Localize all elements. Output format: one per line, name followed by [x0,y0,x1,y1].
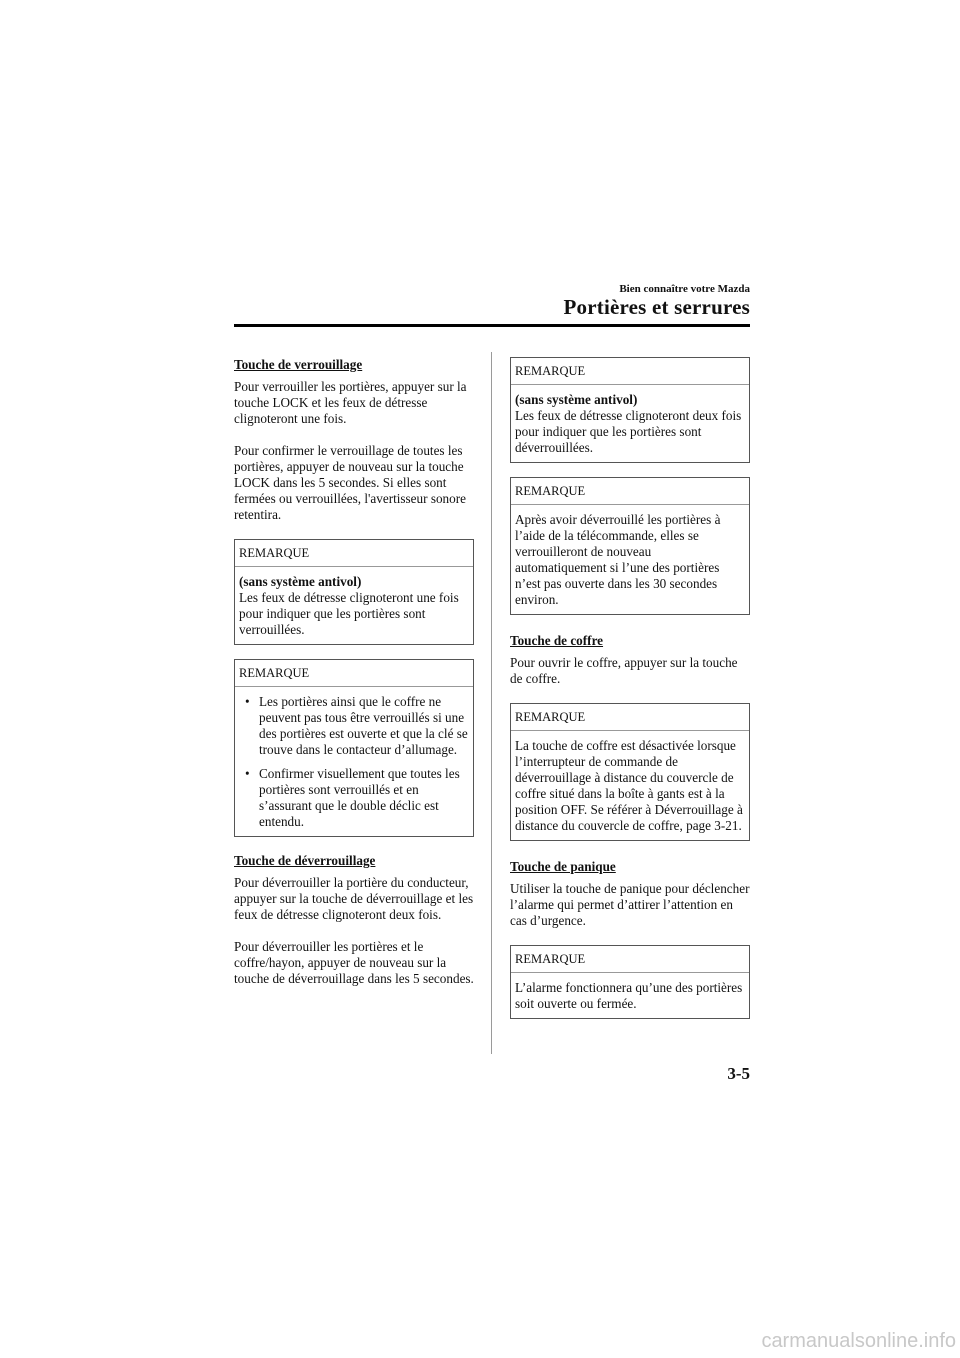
panic-heading: Touche de panique [510,859,616,874]
list-item-text: Les portières ainsi que le coffre ne peuvent pas tous être verrouillés si une des portières est ouverte et que la clé se trouve dans le contacteur d’allumage. [259,694,468,757]
note-box-bullets [234,659,474,837]
trunk-heading: Touche de coffre [510,633,604,648]
note-body [511,973,749,1018]
unlock-paragraph-1: Pour déverrouiller la portière du conducteur, appuyer sur la touche de déverrouillage et les feux de détresse clignoteront deux fois. [234,875,474,922]
note-text: La touche de coffre est désactivée lorsque l’interrupteur de commande de déverrouillage à distance du couvercle de coffre situé dans la boîte à gants est à la position OFF. Se référer à Déverrouillage à distance du couvercle de coffre, page 3-21. [515,738,743,833]
watermark: carmanualsonline.info [761,1330,956,1352]
header-rule [234,324,750,327]
note-title: REMARQUE [235,660,473,687]
note-box-auto-relock [510,477,750,615]
note-box-panic [510,945,750,1019]
bullet-list [239,694,469,830]
page-number: 3-5 [727,1064,750,1083]
note-title: REMARQUE [235,540,473,567]
note-box-antivol-lock [234,539,474,645]
note-text: Les feux de détresse clignoteront deux fois pour indiquer que les portières sont déverrouillées. [515,408,742,455]
note-title: REMARQUE [511,478,749,505]
list-item [239,766,469,830]
column-divider [491,352,492,1054]
note-title: REMARQUE [511,946,749,973]
unlock-paragraph-2: Pour déverrouiller les portières et le coffre/hayon, appuyer de nouveau sur la touche de déverrouillage dans les 5 secondes. [234,939,474,986]
note-subtitle: (sans système antivol) [515,392,638,407]
lock-paragraph-1: Pour verrouiller les portières, appuyer sur la touche LOCK et les feux de détresse clignoteront une fois. [234,379,467,426]
note-body [235,567,473,644]
lock-heading: Touche de verrouillage [234,357,363,372]
note-box-trunk [510,703,750,841]
note-body [511,385,749,462]
note-title: REMARQUE [511,704,749,731]
note-text: Après avoir déverrouillé les portières à l’aide de la télécommande, elles se verrouilleront de nouveau automatiquement si l’une des portières n’est pas ouverte dans les 30 secondes environ. [515,512,721,607]
lock-paragraph-2: Pour confirmer le verrouillage de toutes les portières, appuyer de nouveau sur la touche LOCK dans les 5 secondes. Si elles sont fermées ou verrouillées, l'avertisseur sonore retentira. [234,443,466,522]
note-title: REMARQUE [511,358,749,385]
note-box-antivol-unlock [510,357,750,463]
note-body [235,687,473,836]
list-item [239,694,469,758]
note-text: Les feux de détresse clignoteront une fois pour indiquer que les portières sont verrouillées. [239,590,459,637]
note-body [511,505,749,614]
list-item-text: Confirmer visuellement que toutes les portières sont verrouillés et en s’assurant que le double déclic est entendu. [259,766,460,829]
note-subtitle: (sans système antivol) [239,574,362,589]
chapter-title: Bien connaître votre Mazda [619,283,750,295]
section-title: Portières et serrures [563,295,750,319]
bullet-icon: • [245,694,250,709]
left-column [234,357,474,1003]
note-text: L’alarme fonctionnera qu’une des portières soit ouverte ou fermée. [515,980,743,1011]
right-column [510,357,750,1033]
trunk-paragraph: Pour ouvrir le coffre, appuyer sur la touche de coffre. [510,655,738,686]
panic-paragraph: Utiliser la touche de panique pour déclencher l’alarme qui permet d’attirer l’attention en cas d’urgence. [510,881,750,928]
unlock-heading: Touche de déverrouillage [234,853,376,868]
bullet-icon: • [245,766,250,781]
note-body [511,731,749,840]
